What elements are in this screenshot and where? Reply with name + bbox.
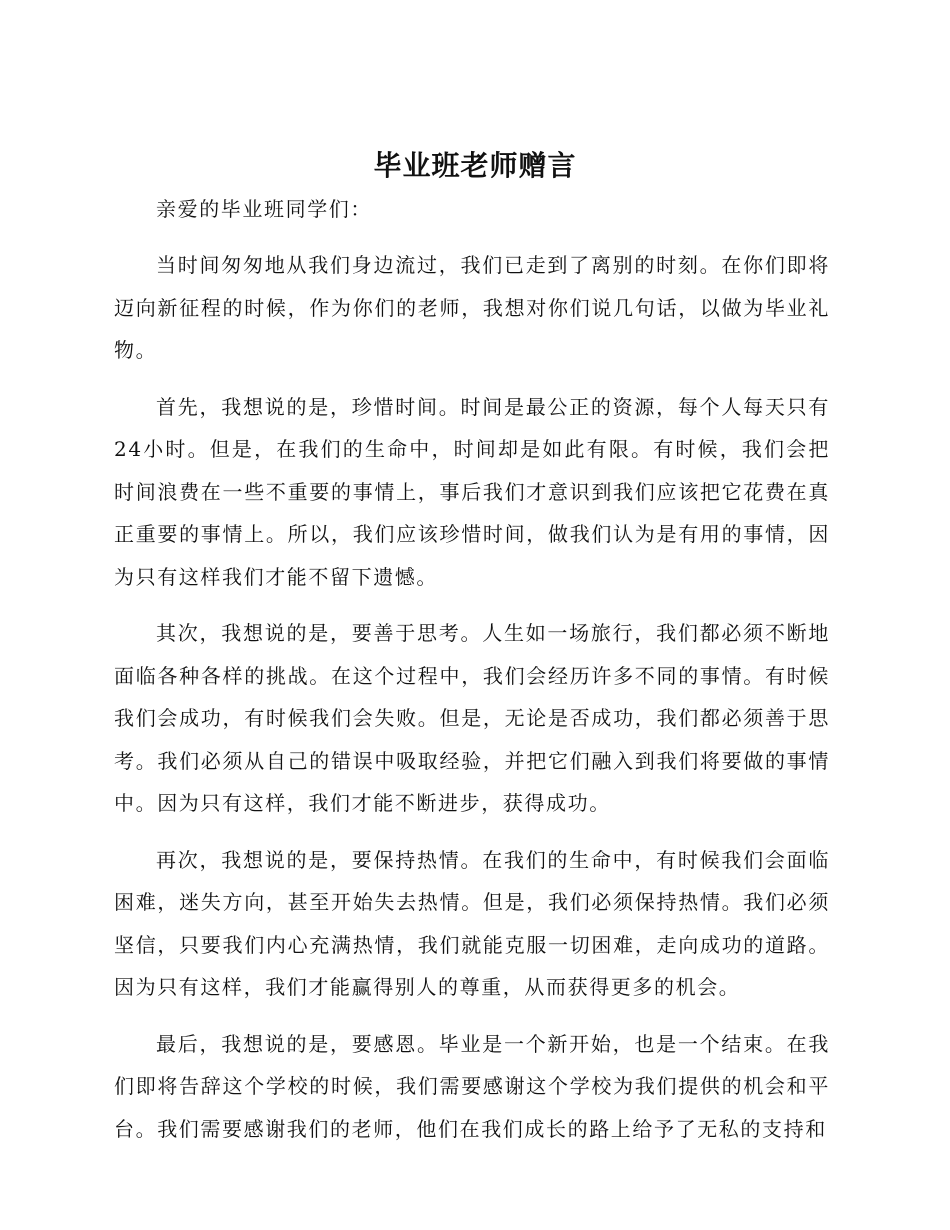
document-title: 毕业班老师赠言 xyxy=(373,149,577,182)
paragraph-think: 其次，我想说的是，要善于思考。人生如一场旅行，我们都必须不断地面临各种各样的挑战。在这个过程中，我们会经历许多不同的事情。有时候我们会成功，有时候我们会失败。但是，无论是否成功，我们都必须善于思考。我们必须从自己的错误中吸取经验，并把它们融入到我们将要做的事情中。因为只有这样，我们才能不断进步，获得成功。 xyxy=(114,621,830,815)
paragraph-cherish-time: 首先，我想说的是，珍惜时间。时间是最公正的资源，每个人每天只有24小时。但是，在我们的生命中，时间却是如此有限。有时候，我们会把时间浪费在一些不重要的事情上，事后我们才意识到我们应该把它花费在真正重要的事情上。所以，我们应该珍惜时间，做我们认为是有用的事情，因为只有这样我们才能不留下遗憾。 xyxy=(114,394,830,589)
paragraph-gratitude: 最后，我想说的是，要感恩。毕业是一个新开始，也是一个结束。在我们即将告辞这个学校的时候，我们需要感谢这个学校为我们提供的机会和平台。我们需要感谢我们的老师，他们在我们成长的路上给予了无私的支持和 xyxy=(114,1031,830,1141)
document-body xyxy=(114,188,830,1164)
paragraph-passion: 再次，我想说的是，要保持热情。在我们的生命中，有时候我们会面临困难，迷失方向，甚至开始失去热情。但是，我们必须保持热情。我们必须坚信，只要我们内心充满热情，我们就能克服一切困难，走向成功的道路。因为只有这样，我们才能赢得别人的尊重，从而获得更多的机会。 xyxy=(114,847,830,999)
paragraph-intro: 当时间匆匆地从我们身边流过，我们已走到了离别的时刻。在你们即将迈向新征程的时候，作为你们的老师，我想对你们说几句话，以做为毕业礼物。 xyxy=(114,253,830,362)
salutation: 亲爱的毕业班同学们： xyxy=(156,197,372,221)
